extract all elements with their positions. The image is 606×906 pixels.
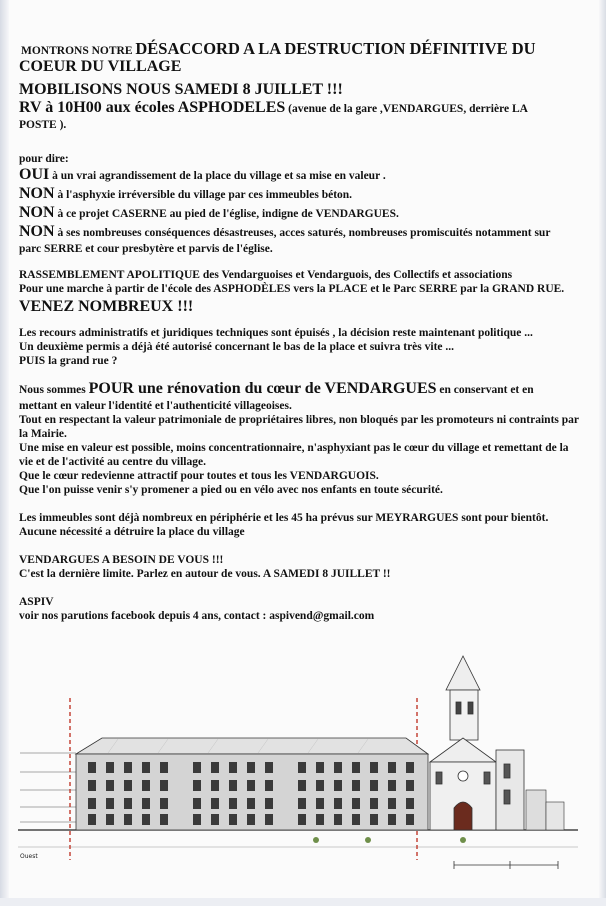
purpose-item-non-2: NON à ce projet CASERNE au pied de l'église, indigne de VENDARGUES.	[19, 204, 399, 221]
building-window	[124, 798, 132, 809]
headline: MONTRONS NOTRE DÉSACCORD A LA DESTRUCTION DÉFINITIVE DU	[21, 39, 536, 58]
building-window	[211, 762, 219, 773]
building-window	[106, 780, 114, 791]
building-window	[247, 798, 255, 809]
building-window	[316, 762, 324, 773]
building-window	[298, 780, 306, 791]
rally-line2: Pour une marche à partir de l'école des ASPHODÈLES vers la PLACE et le Parc SERRE par la GRAND RUE.	[19, 283, 565, 295]
building-window	[388, 814, 396, 825]
building-window	[193, 798, 201, 809]
signature-org: ASPIV	[19, 596, 54, 608]
renovation-line5: Une mise en valeur est possible, moins concentrationnaire, n'asphyxiant pas le cœur du village et remettant de la	[19, 442, 569, 454]
building-window	[229, 780, 237, 791]
renovation-line7: Que le cœur redevienne attractif pour toutes et tous les VENDARGUOIS.	[19, 470, 379, 482]
building-window	[370, 780, 378, 791]
building-window	[88, 780, 96, 791]
building-window	[334, 798, 342, 809]
building-window	[370, 798, 378, 809]
purpose-item-non-3-cont: parc SERRE et cour presbytère et parvis de l'église.	[19, 243, 273, 255]
building-window	[334, 762, 342, 773]
meeting-point: RV à 10H00 aux écoles ASPHODELES (avenue de la gare ,VENDARGUES, derrière LA	[19, 99, 528, 116]
building-window	[160, 814, 168, 825]
building-window	[352, 780, 360, 791]
flyer-text	[19, 34, 589, 623]
building-window	[406, 762, 414, 773]
rally-line1: RASSEMBLEMENT APOLITIQUE des Vendarguoises et Vendarguois, des Collectifs et associations	[19, 269, 513, 281]
building-window	[193, 814, 201, 825]
renovation-line8: Que l'on puisse venir s'y promener a pied ou en vélo avec nos enfants en toute sécurité.	[19, 484, 443, 496]
building-window	[142, 798, 150, 809]
renovation-statement: Nous sommes POUR une rénovation du cœur de VENDARGUES en conservant et en	[19, 380, 534, 397]
purpose-item-non-1: NON à l'asphyxie irréversible du village par ces immeubles béton.	[19, 185, 353, 202]
building-window	[106, 814, 114, 825]
building-window	[124, 814, 132, 825]
scale-bar	[454, 861, 558, 869]
building-window	[211, 798, 219, 809]
building-window	[370, 762, 378, 773]
building-window	[352, 762, 360, 773]
building-window	[388, 798, 396, 809]
appeal-line2: C'est la dernière limite. Parlez en autour de vous. A SAMEDI 8 JUILLET !!	[19, 568, 391, 580]
building-window	[406, 780, 414, 791]
scan-shadow-left	[0, 0, 9, 906]
building-window	[124, 762, 132, 773]
renovation-line4: la Mairie.	[19, 428, 67, 440]
scan-edge-bottom	[0, 898, 606, 906]
building-window	[106, 798, 114, 809]
purpose-item-non-3: NON à ses nombreuses conséquences désastreuses, acces saturés, nombreuses promiscuités notamment sur	[19, 223, 551, 240]
building-window	[298, 814, 306, 825]
recourse-line1: Les recours administratifs et juridiques techniques sont épuisés , la décision reste maintenant politique ...	[19, 327, 533, 339]
building-window	[247, 762, 255, 773]
building-window	[316, 780, 324, 791]
building-window	[352, 814, 360, 825]
building-window	[211, 814, 219, 825]
renovation-line2: mettant en valeur l'identité et l'authenticité villageoises.	[19, 400, 292, 412]
buildings-line1: Les immeubles sont déjà nombreux en périphérie et les 45 ha prévus sur MEYRARGUES sont pour bientôt.	[19, 512, 549, 524]
building-window	[124, 780, 132, 791]
building-window	[298, 762, 306, 773]
building-window	[160, 762, 168, 773]
building-window	[247, 814, 255, 825]
recourse-line2: Un deuxième permis a déjà été autorisé concernant le bas de la place et suivra très vite ...	[19, 341, 455, 353]
building-window	[298, 798, 306, 809]
building-window	[229, 814, 237, 825]
building-window	[334, 814, 342, 825]
building-window	[160, 798, 168, 809]
building-window	[142, 814, 150, 825]
building-window	[106, 762, 114, 773]
building-window	[316, 798, 324, 809]
scan-shadow-right	[599, 0, 606, 906]
purpose-intro: pour dire:	[19, 153, 69, 165]
building-window	[142, 780, 150, 791]
drawing-orientation-label: Ouest	[20, 853, 38, 860]
signature-contact: voir nos parutions facebook depuis 4 ans, contact : aspivend@gmail.com	[19, 610, 375, 622]
level-markers	[20, 753, 76, 822]
headline-line2: COEUR DU VILLAGE	[19, 58, 182, 75]
building-window	[193, 762, 201, 773]
meeting-point-cont: POSTE ).	[19, 119, 67, 131]
building-window	[160, 780, 168, 791]
renovation-line3: Tout en respectant la valeur patrimoniale de propriétaires libres, non bloqués par les promoteurs ni contraints par	[19, 414, 580, 426]
building-window	[229, 762, 237, 773]
church	[430, 656, 524, 830]
building-window	[88, 798, 96, 809]
building-window	[406, 798, 414, 809]
building-window	[88, 762, 96, 773]
buildings-line2: Aucune nécessité a détruire la place du village	[19, 526, 245, 538]
purpose-item-oui: OUI à un vrai agrandissement de la place du village et sa mise en valeur .	[19, 166, 386, 183]
building-window	[316, 814, 324, 825]
building-window	[247, 780, 255, 791]
building-window	[265, 762, 273, 773]
recourse-line3: PUIS la grand rue ?	[19, 355, 118, 367]
building-window	[229, 798, 237, 809]
building-window	[211, 780, 219, 791]
rally-call: VENEZ NOMBREUX !!!	[19, 298, 194, 315]
building-window	[193, 780, 201, 791]
building-window	[370, 814, 378, 825]
building-window	[334, 780, 342, 791]
building-window	[388, 780, 396, 791]
headline-date: MOBILISONS NOUS SAMEDI 8 JUILLET !!!	[19, 81, 343, 98]
building-window	[406, 814, 414, 825]
appeal-line1: VENDARGUES A BESOIN DE VOUS !!!	[19, 554, 224, 566]
renovation-line6: vie et de l'activité au centre du village.	[19, 456, 206, 468]
building-window	[265, 798, 273, 809]
building-window	[388, 762, 396, 773]
building-window	[265, 814, 273, 825]
architectural-elevation-drawing	[18, 650, 590, 882]
building-window	[265, 780, 273, 791]
building-window	[352, 798, 360, 809]
building-window	[88, 814, 96, 825]
building-window	[142, 762, 150, 773]
